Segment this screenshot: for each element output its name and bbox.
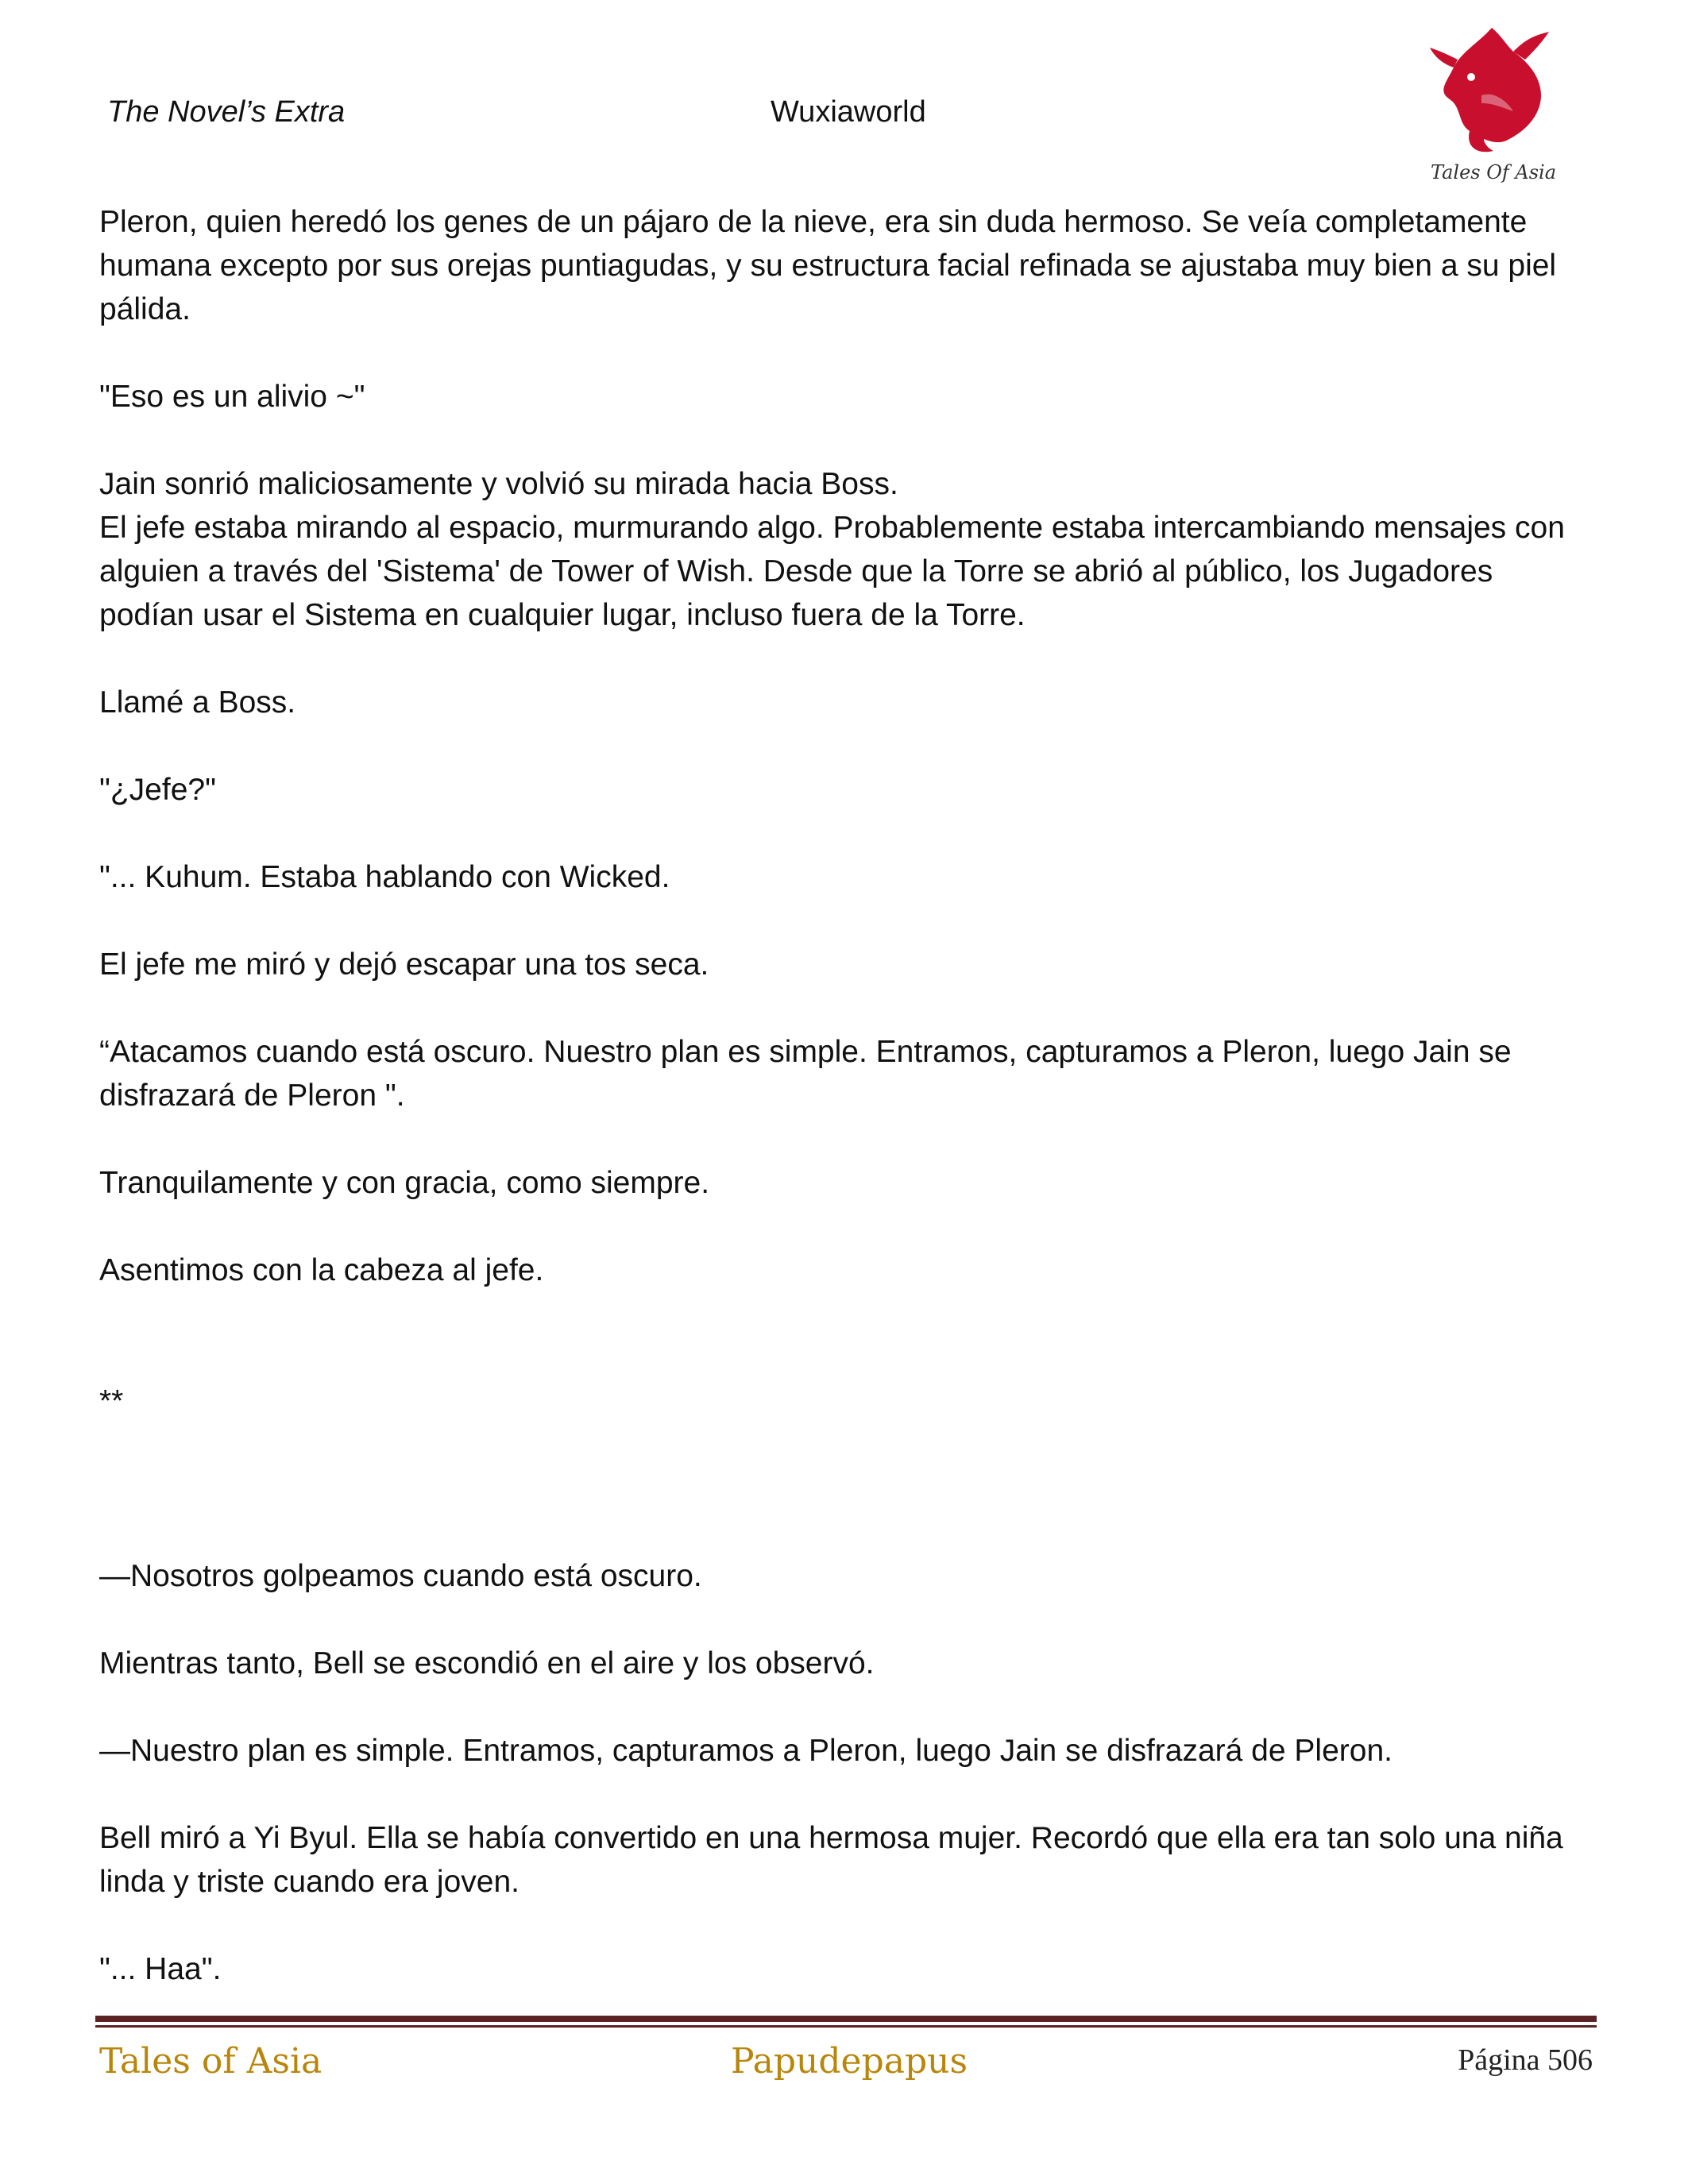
header-site-name: Wuxiaworld [771,95,926,129]
paragraph: Pleron, quien heredó los genes de un pájaro de la nieve, era sin duda hermoso. Se veía completamente humana excepto por sus orejas puntiagudas, y su estructura facial refinada se ajustaba muy bien a su piel pálida. [99,205,1557,326]
paragraph: Asentimos con la cabeza al jefe. [99,1253,544,1287]
paragraph: Mientras tanto, Bell se escondió en el aire y los observó. [99,1646,875,1680]
dragon-icon [1422,20,1565,187]
paragraph: Llamé a Boss. [99,685,296,720]
paragraph: "... Haa". [99,1952,222,1986]
paragraph: "¿Jefe?" [99,773,216,807]
paragraph: “Atacamos cuando está oscuro. Nuestro plan es simple. Entramos, capturamos a Pleron, luego Jain se disfrazará de Pleron ". [99,1035,1512,1113]
paragraph: El jefe estaba mirando al espacio, murmurando algo. Probablemente estaba intercambiando mensajes con alguien a través del 'Sistema' de Tower of Wish. Desde que la Torre se abrió al público, los Jugadores podían usar el Sistema en cualquier lugar, incluso fuera de la Torre. [99,511,1565,632]
paragraph: Bell miró a Yi Byul. Ella se había convertido en una hermosa mujer. Recordó que ella era tan solo una niña linda y triste cuando era joven. [99,1821,1563,1899]
paragraph: Jain sonrió maliciosamente y volvió su mirada hacia Boss. [99,467,898,501]
paragraph: Tranquilamente y con gracia, como siempre. [99,1166,710,1200]
paragraph: —Nuestro plan es simple. Entramos, capturamos a Pleron, luego Jain se disfrazará de Pleron. [99,1734,1393,1768]
page-body [99,200,1593,2035]
footer-divider [95,2016,1597,2028]
tales-of-asia-logo [1422,20,1565,187]
scene-break: ** [99,1384,124,1418]
header-novel-title: The Novel’s Extra [107,95,346,129]
footer-translator: Papudepapus [731,2041,968,2082]
paragraph: "... Kuhum. Estaba hablando con Wicked. [99,860,670,894]
paragraph: "Eso es un alivio ~" [99,380,365,414]
paragraph: —Nosotros golpeamos cuando está oscuro. [99,1559,702,1593]
paragraph: El jefe me miró y dejó escapar una tos seca. [99,947,709,982]
logo-text: Tales Of Asia [1430,161,1557,183]
footer-site-name: Tales of Asia [99,2041,323,2082]
page-number: Página 506 [1458,2043,1593,2077]
